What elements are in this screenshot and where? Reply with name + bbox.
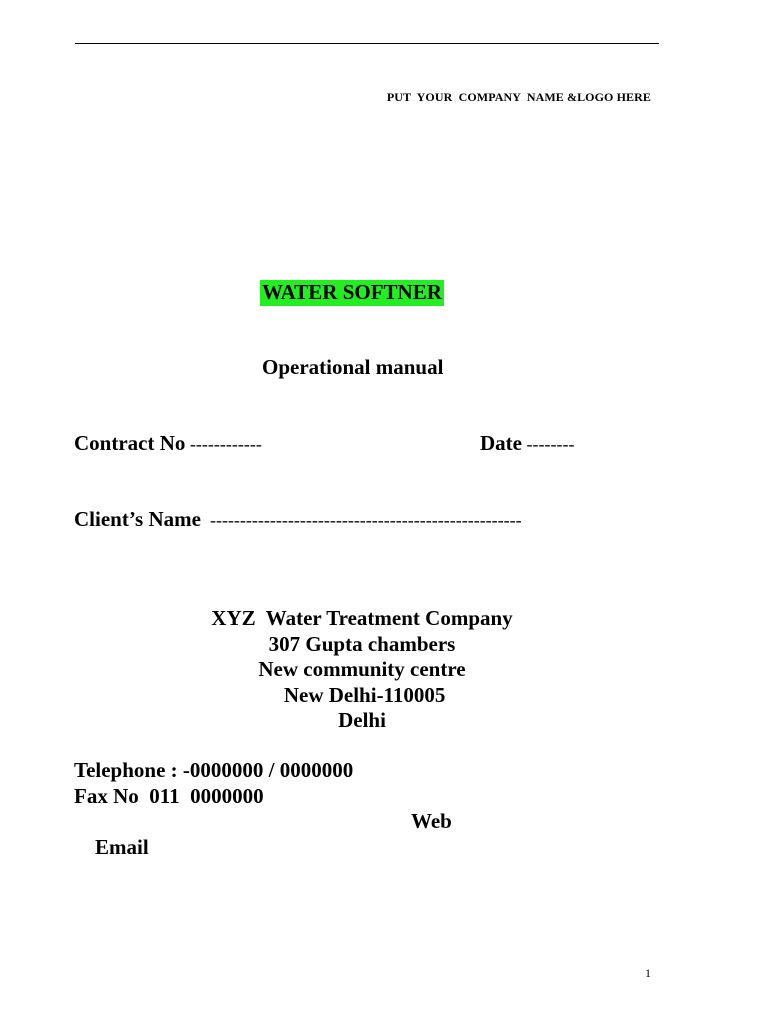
client-name-label: Client’s Name [74, 507, 201, 531]
address-line-2: New community centre [258, 657, 466, 681]
client-name-blank: ---------------------------------------------------- [200, 510, 522, 530]
company-address-block [0, 606, 724, 734]
contract-number-field [74, 431, 262, 456]
contract-number-label: Contract No [74, 431, 186, 455]
header-rule [75, 43, 659, 44]
address-line-4: Delhi [338, 708, 386, 732]
address-line-1: 307 Gupta chambers [268, 631, 456, 656]
company-placeholder-note: PUT YOUR COMPANY NAME &LOGO HERE [386, 90, 651, 104]
company-name: XYZ Water Treatment Company [211, 606, 513, 630]
page-number: 1 [645, 966, 651, 980]
web-label: Web [411, 809, 452, 833]
client-name-field [74, 507, 522, 532]
address-line-3: New Delhi-110005 [278, 682, 446, 707]
contact-block [74, 758, 674, 859]
email-label: Email [95, 834, 149, 859]
date-label: Date [480, 431, 522, 455]
contract-number-blank: ------------ [185, 434, 262, 454]
email-web-line [74, 809, 674, 859]
date-field [480, 431, 574, 456]
document-title: WATER SOFTNER [262, 280, 442, 304]
document-subtitle: Operational manual [262, 355, 444, 379]
fax-line: Fax No 011 0000000 [74, 783, 264, 808]
date-blank: -------- [521, 434, 575, 454]
telephone-line: Telephone : -0000000 / 0000000 [74, 758, 354, 782]
